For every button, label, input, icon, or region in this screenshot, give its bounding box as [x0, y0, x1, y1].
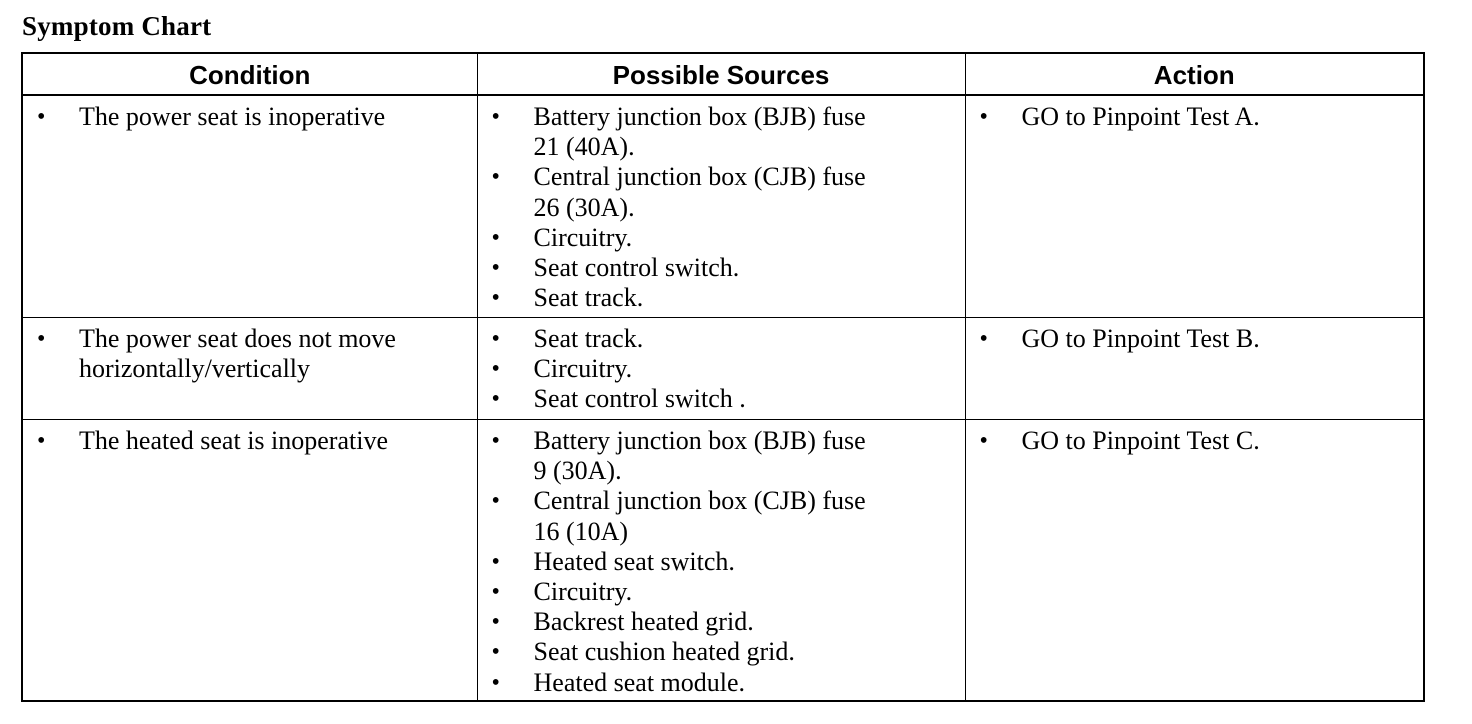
source-item: • Central junction box (CJB) fuse 16 (10A)	[488, 486, 957, 546]
header-condition: Condition	[22, 53, 477, 95]
condition-cell	[22, 95, 477, 318]
source-item: • Battery junction box (BJB) fuse 21 (40A).	[488, 102, 957, 162]
condition-text: • The power seat is inoperative	[33, 102, 469, 132]
source-item: • Seat cushion heated grid.	[488, 637, 957, 667]
condition-cell	[22, 318, 477, 420]
sources-cell	[477, 420, 965, 702]
table-header-row	[22, 53, 1424, 95]
header-action: Action	[965, 53, 1424, 95]
source-item: • Seat control switch .	[488, 384, 957, 414]
table-row	[22, 95, 1424, 318]
source-item: • Seat track.	[488, 324, 957, 354]
source-item: • Battery junction box (BJB) fuse 9 (30A).	[488, 426, 957, 486]
action-cell	[965, 318, 1424, 420]
action-text: • GO to Pinpoint Test B.	[976, 324, 1416, 354]
source-item: • Circuitry.	[488, 354, 957, 384]
source-item: • Heated seat switch.	[488, 547, 957, 577]
source-item: • Circuitry.	[488, 577, 957, 607]
header-possible-sources: Possible Sources	[477, 53, 965, 95]
table-row	[22, 420, 1424, 702]
source-item: • Circuitry.	[488, 223, 957, 253]
sources-cell	[477, 95, 965, 318]
action-text: • GO to Pinpoint Test C.	[976, 426, 1416, 456]
condition-text: • The power seat does not move horizontally/vertically	[33, 324, 469, 384]
condition-cell	[22, 420, 477, 702]
table-row	[22, 318, 1424, 420]
source-item: • Backrest heated grid.	[488, 607, 957, 637]
action-cell	[965, 95, 1424, 318]
symptom-table	[21, 52, 1425, 702]
source-item: • Seat control switch.	[488, 253, 957, 283]
source-item: • Seat track.	[488, 283, 957, 313]
source-item: • Central junction box (CJB) fuse 26 (30A).	[488, 162, 957, 222]
sources-cell	[477, 318, 965, 420]
action-text: • GO to Pinpoint Test A.	[976, 102, 1416, 132]
action-cell	[965, 420, 1424, 702]
source-item: • Heated seat module.	[488, 668, 957, 698]
page-title: Symptom Chart	[22, 11, 212, 41]
condition-text: • The heated seat is inoperative	[33, 426, 469, 456]
